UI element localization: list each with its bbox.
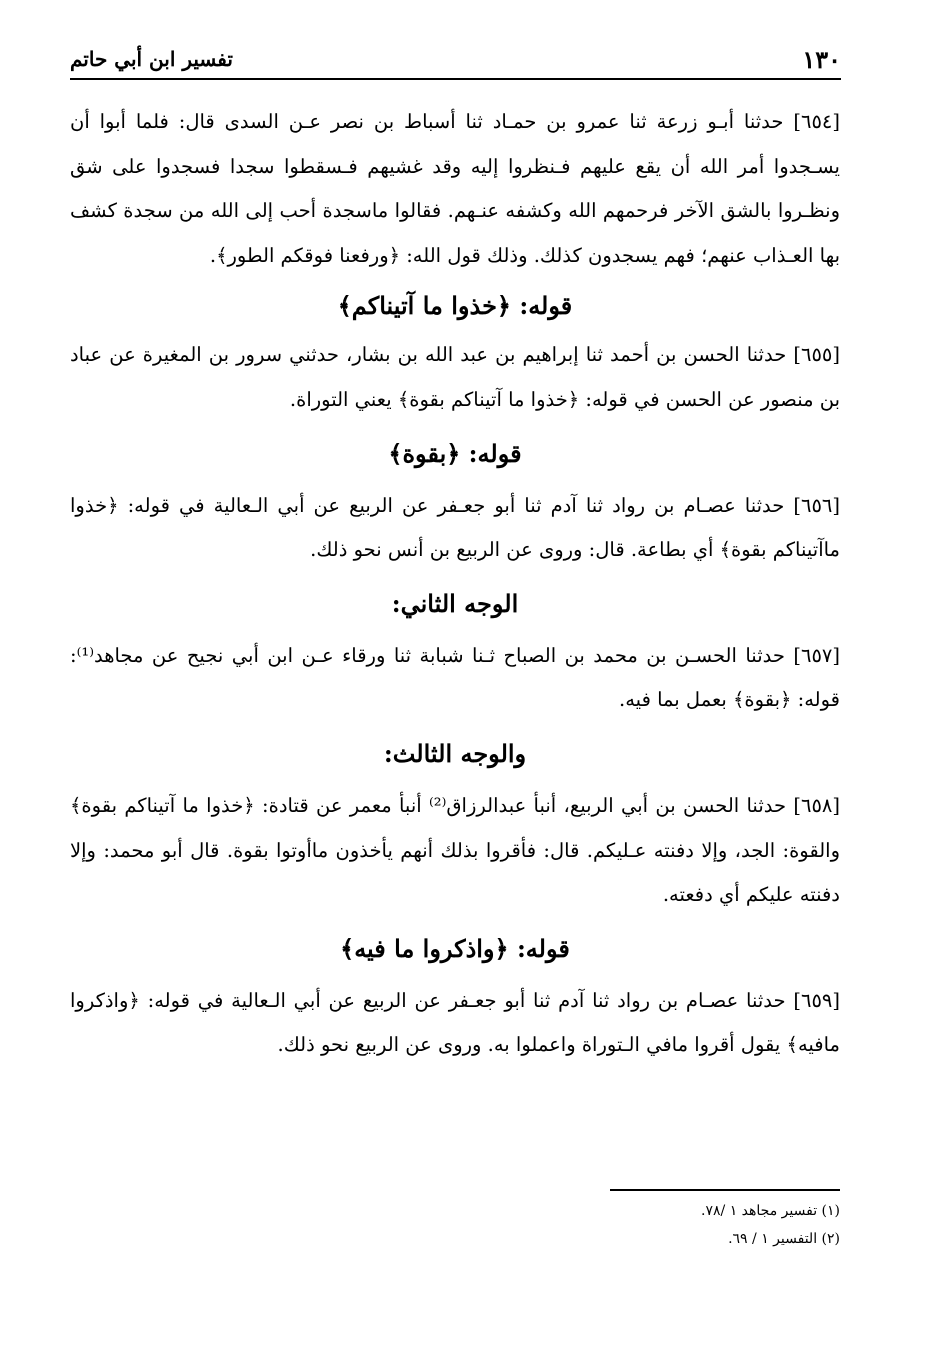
page-body: [70, 100, 840, 1068]
footnote-divider: [610, 1189, 840, 1191]
paragraph-657: [٦٥٧] حدثنا الحسـن بن محمد بن الصباح ثـنا شبابة ثنا ورقاء عـن ابن أبي نجيح عن مجاهد⁽¹⁾: قوله: ﴿بقوة﴾ بعمل بما فيه.: [70, 643, 840, 712]
footnotes: [70, 1189, 840, 1253]
paragraph-659: [٦٥٩] حدثنا عصـام بن رواد ثنا آدم ثنا أبو جعـفر عن الربيع عن أبي الـعالية في قوله: ﴿واذكروا مافيه﴾ يقول أقروا مافي الـتوراة واعملوا به. وروى عن الربيع نحو ذلك.: [70, 988, 840, 1057]
paragraph-654: [٦٥٤] حدثنا أبـو زرعة ثنا عمرو بن حمـاد ثنا أسباط بن نصر عـن السدى قال: فلما أبوا أن يسـجدوا أمر الله أن يقع عليهم فـنظروا إليه وقد غشيهم فـسقطوا سجدا فسجدوا على شق ونظـروا بالشق الآخر فرحمهم الله وكشفه عنـهم. فقالوا ماسجدة أحب إلى الله من سجدة كشف بها العـذاب عنهم؛ فهم يسجدون كذلك. وذلك قول الله: ﴿ورفعنا فوقكم الطور﴾.: [70, 110, 840, 267]
footnote-2: (٢) التفسير ١ / ٦٩.: [728, 1231, 840, 1247]
footnote-1: (١) تفسير مجاهد ١ /٧٨.: [701, 1203, 840, 1219]
book-title: تفسير ابن أبي حاتم: [70, 47, 233, 71]
section-heading: قوله: ﴿واذكروا ما فيه﴾: [340, 933, 570, 963]
section-heading: والوجه الثالث:: [383, 738, 527, 768]
paragraph-658: [٦٥٨] حدثنا الحسن بن أبي الربيع، أنبأ عبدالرزاق⁽²⁾ أنبأ معمر عن قتادة: ﴿خذوا ما آتيناكم بقوة﴾ والقوة: الجد، وإلا دفنته عـليكم. قال: فأقروا بذلك أنهم يأخذون ماأوتوا بقوة. قال أبو محمد: وإلا دفنته عليكم أي دفعته.: [70, 793, 840, 907]
section-heading: قوله: ﴿بقوة﴾: [388, 438, 522, 468]
paragraph-655: [٦٥٥] حدثنا الحسن بن أحمد ثنا إبراهيم بن عبد الله بن بشار، حدثني سرور بن المغيرة عن عباد بن منصور عن الحسن في قوله: ﴿خذوا ما آتيناكم بقوة﴾ يعني التوراة.: [70, 343, 840, 411]
page-header: [70, 40, 841, 80]
paragraph-656: [٦٥٦] حدثنا عصـام بن رواد ثنا آدم ثنا أبو جعـفر عن الربيع عن أبي الـعالية في قوله: ﴿خذوا ماآتيناكم بقوة﴾ أي بطاعة. قال: وروى عن الربيع بن أنس نحو ذلك.: [70, 493, 840, 562]
section-heading: الوجه الثاني:: [391, 588, 519, 618]
page-number: ١٣٠: [802, 44, 841, 74]
section-heading: قوله: ﴿خذوا ما آتيناكم﴾: [337, 291, 573, 321]
